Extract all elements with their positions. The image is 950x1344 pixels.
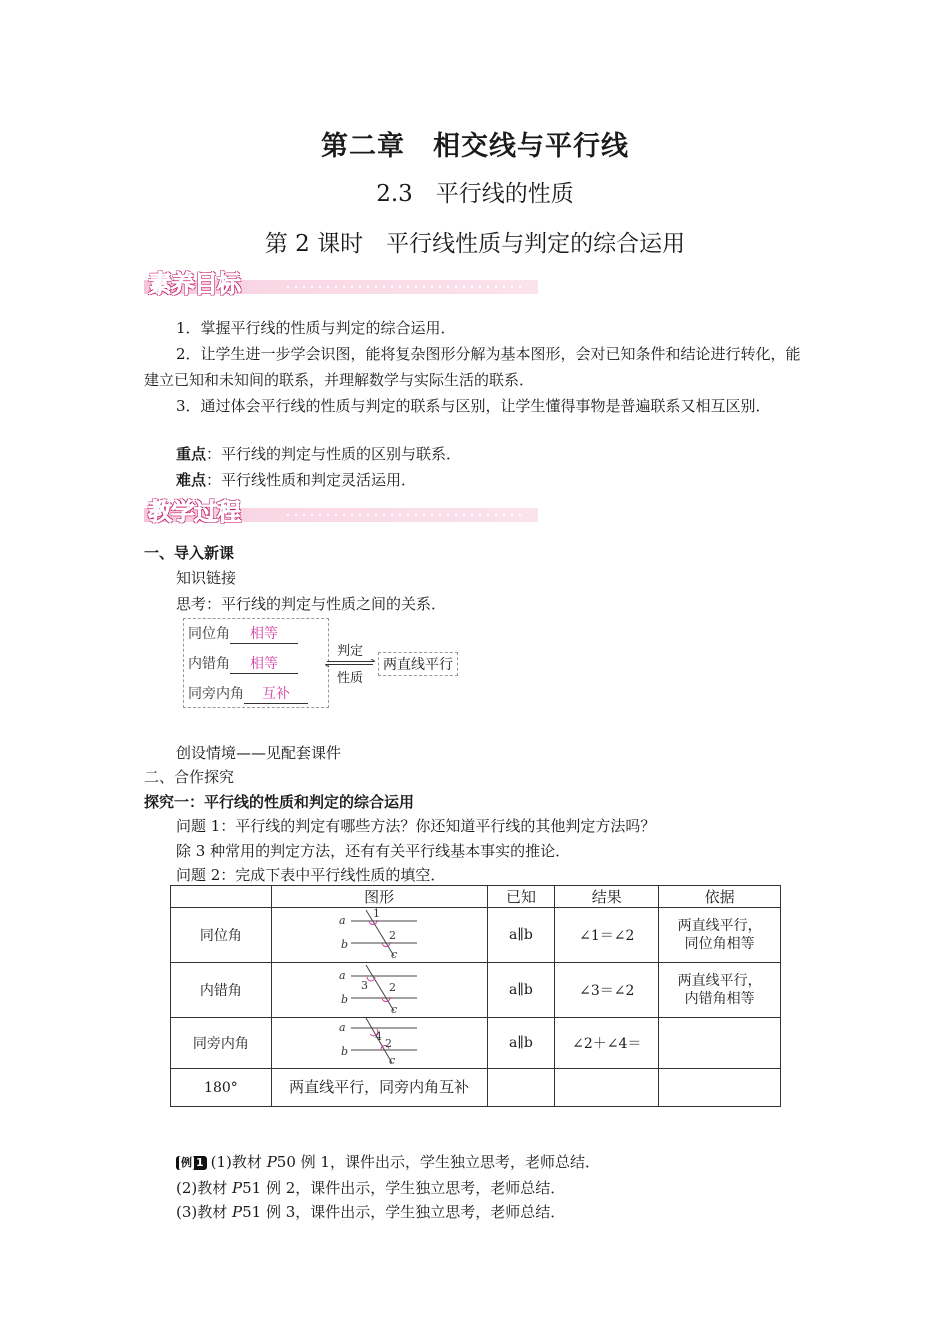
svg-text:4: 4 [375,1030,383,1043]
example-text: (2)教材 [176,1179,233,1197]
page-ref: P [232,1203,243,1221]
figure-cell [271,1018,487,1069]
table-row [171,1069,781,1107]
chapter-title: 第二章 相交线与平行线 [321,131,629,162]
example-text: 51 例 3，课件出示，学生独立思考，老师总结． [242,1203,566,1221]
svg-text:2: 2 [389,981,397,994]
result-cell: ∠3＝∠2 [555,963,659,1018]
process-banner [144,492,538,524]
result-box: 两直线平行 [378,652,458,676]
svg-text:c: c [391,948,398,958]
svg-text:2: 2 [385,1037,393,1050]
svg-text:b: b [341,938,349,951]
basis-cell [659,1069,781,1107]
alternate-angles-figure [339,963,419,1013]
example-badge [176,1156,207,1170]
objective-3: 3．通过体会平行线的性质与判定的联系与区别，让学生懂得事物是普遍联系又相互区别． [176,397,771,415]
part1-title: 一、导入新课 [144,544,235,562]
basis-cell [659,1018,781,1069]
page-ref: P [266,1153,277,1171]
result-cell: ∠2＋∠4＝ [555,1018,659,1069]
corresponding-angles-figure [339,908,419,958]
objectives-banner [144,264,538,296]
question-1-answer: 除 3 种常用的判定方法，还有有关平行线基本事实的推论． [176,842,571,860]
relation-answer: 互补 [244,683,308,704]
header-cell: 图形 [271,886,487,908]
angle-type-cell: 内错角 [171,963,272,1018]
difficulty-point [176,470,416,490]
known-cell [487,1069,555,1107]
svg-text:1: 1 [373,908,381,920]
key-point-text: ：平行线的判定与性质的区别与联系． [206,445,462,463]
banner-dots [284,513,524,517]
objective-1: 1．掌握平行线的性质与判定的综合运用． [176,319,456,337]
knowledge-link: 知识链接 [176,569,237,587]
table-row [171,963,781,1018]
known-cell: a∥b [487,908,555,963]
double-arrow-icon [324,659,376,667]
example-line-3 [176,1202,565,1222]
process-banner-label: 教学过程 [148,498,240,526]
relation-row [188,653,298,674]
basis-cell [659,963,781,1018]
svg-text:c: c [389,1054,396,1064]
part2-title: 二、合作探究 [144,768,235,786]
svg-text:2: 2 [389,929,397,942]
example-text: 50 例 1，课件出示，学生独立思考，老师总结． [276,1153,600,1171]
header-cell: 已知 [487,886,555,908]
svg-text:a: a [339,914,346,927]
angle-type-cell: 同位角 [171,908,272,963]
angle-type-cell: 同旁内角 [171,1018,272,1069]
relation-row [188,683,308,704]
arrow-bottom-label: 性质 [336,671,363,686]
relation-answer: 相等 [230,653,298,674]
example-text: (3)教材 [176,1203,233,1221]
co-interior-angles-figure [339,1018,419,1064]
svg-text:a: a [339,969,346,982]
lesson-title: 第 2 课时 平行线性质与判定的综合运用 [264,231,686,257]
header-cell: 依据 [659,886,781,908]
svg-text:a: a [339,1021,346,1034]
key-point [176,444,461,464]
example-badge-char: 例 [181,1156,192,1169]
objectives-banner-label: 素养目标 [148,270,240,298]
basis-line: 两直线平行， [677,973,762,989]
difficulty-label: 难点 [176,471,207,489]
result-cell: ∠1＝∠2 [555,908,659,963]
properties-table [170,885,781,1107]
known-cell: a∥b [487,963,555,1018]
basis-line: 内错角相等 [684,991,755,1007]
svg-text:3: 3 [361,979,369,992]
relation-label: 内错角 [188,656,230,672]
relation-answer: 相等 [230,623,298,644]
angle-relations-box [183,618,329,708]
known-cell: a∥b [487,1018,555,1069]
table-header-row [171,886,781,908]
question-1: 问题 1：平行线的判定有哪些方法？你还知道平行线的其他判定方法吗？ [176,817,656,835]
basis-line: 同位角相等 [684,936,755,952]
example-line-1 [176,1152,600,1172]
page-ref: P [232,1179,243,1197]
arrow-top-label: 判定 [336,644,363,659]
difficulty-text: ：平行线性质和判定灵活运用． [206,471,417,489]
explore1-title: 探究一：平行线的性质和判定的综合运用 [144,793,415,811]
basis-cell [659,908,781,963]
figure-cell [271,963,487,1018]
answer-cell: 180° [171,1069,272,1107]
scenario-line: 创设情境——见配套课件 [176,744,342,762]
objective-2: 2．让学生进一步学会识图，能将复杂图形分解为基本图形，会对已知条件和结论进行转化，能建立已知和未知间的联系，并理解数学与实际生活的联系． [144,345,801,389]
svg-text:c: c [391,1003,398,1013]
example-text: 51 例 2，课件出示，学生独立思考，老师总结． [242,1179,566,1197]
banner-dots [284,285,524,289]
relation-label: 同位角 [188,626,230,642]
think-prompt: 思考：平行线的判定与性质之间的关系． [176,595,447,613]
table-row [171,1018,781,1069]
example-line-2 [176,1178,565,1198]
svg-text:b: b [341,993,349,1006]
example-text: (1)教材 [210,1153,267,1171]
example-badge-num: 1 [196,1156,204,1169]
relation-row [188,623,298,644]
key-point-label: 重点 [176,445,207,463]
basis-line: 两直线平行， [677,918,762,934]
answer-basis-cell: 两直线平行，同旁内角互补 [271,1069,487,1107]
bidirectional-arrow [324,640,376,686]
section-title: 2.3 平行线的性质 [376,181,574,207]
header-cell: 结果 [555,886,659,908]
question-2: 问题 2：完成下表中平行线性质的填空． [176,866,446,884]
relation-label: 同旁内角 [188,686,244,702]
table-row [171,908,781,963]
svg-text:b: b [341,1045,349,1058]
result-cell [555,1069,659,1107]
figure-cell [271,908,487,963]
header-cell [171,886,272,908]
